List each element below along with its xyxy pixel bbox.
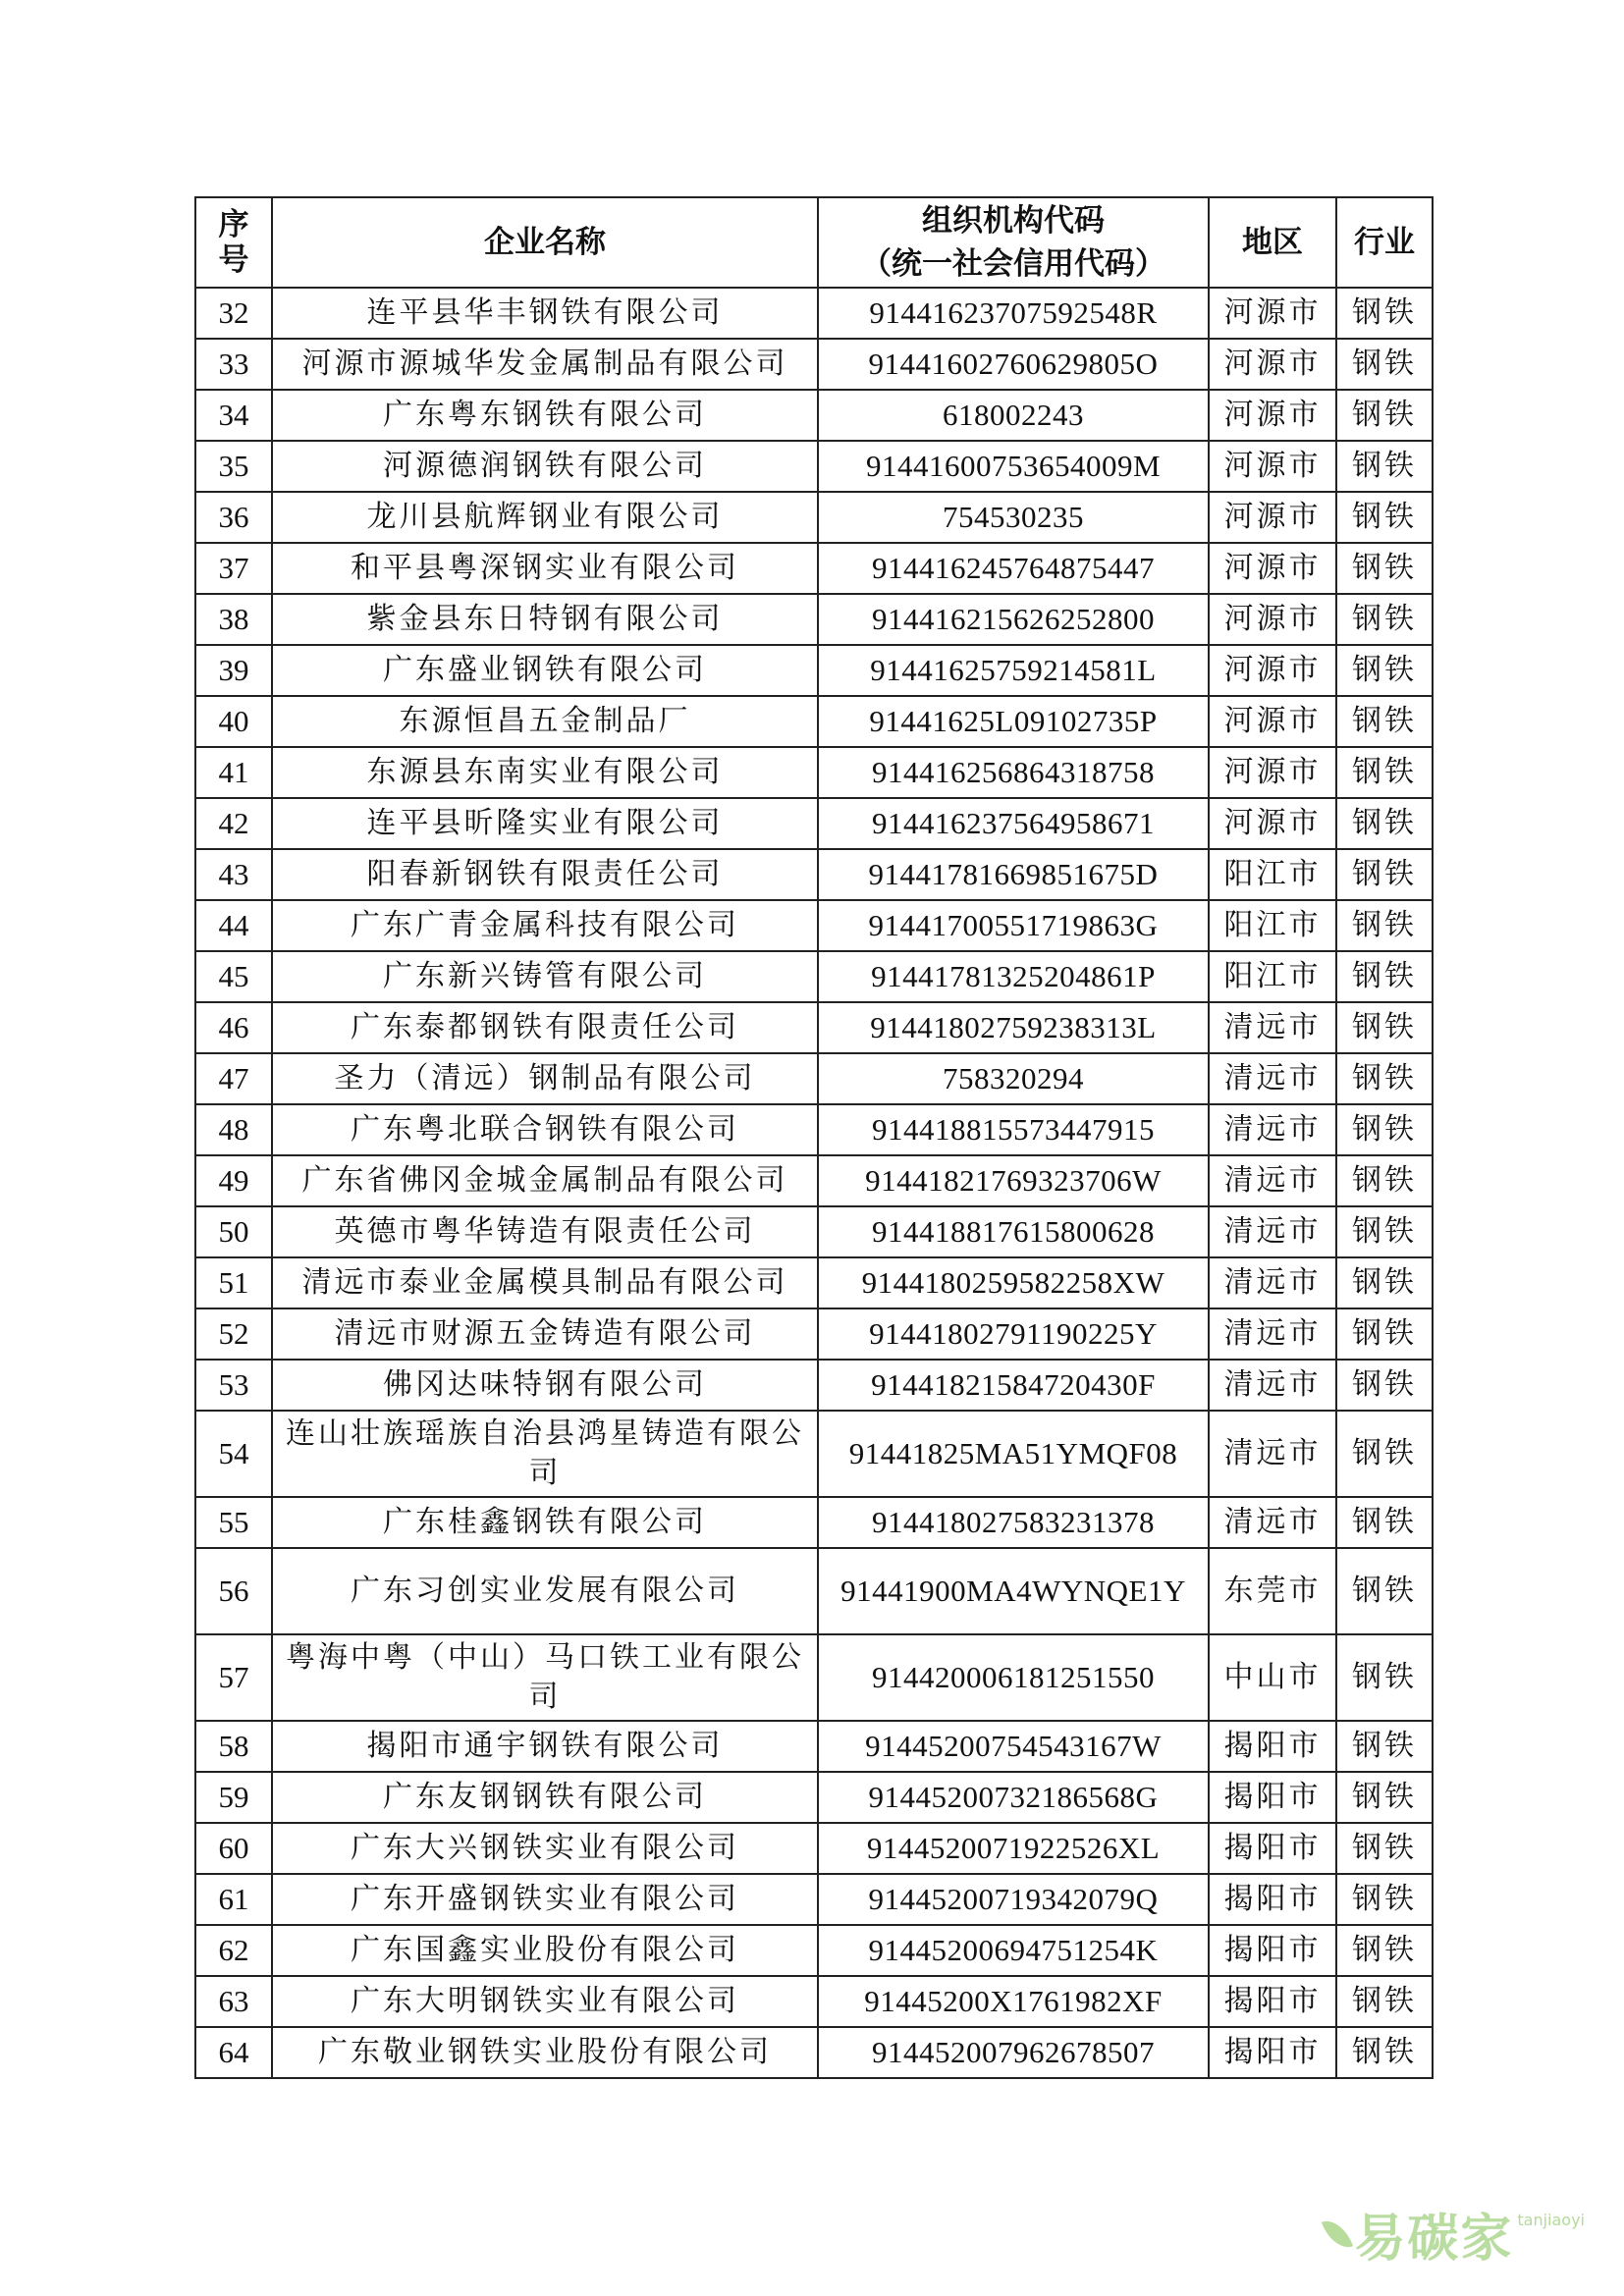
row-index: 50 bbox=[195, 1206, 272, 1257]
company-name: 河源市源城华发金属制品有限公司 bbox=[272, 339, 818, 390]
company-name: 广东开盛钢铁实业有限公司 bbox=[272, 1874, 818, 1925]
industry-cell: 钢铁 bbox=[1336, 492, 1433, 543]
industry-cell: 钢铁 bbox=[1336, 645, 1433, 696]
industry-cell: 钢铁 bbox=[1336, 1721, 1433, 1772]
header-industry: 行业 bbox=[1336, 197, 1433, 288]
row-index: 54 bbox=[195, 1411, 272, 1497]
table-row bbox=[195, 1206, 1433, 1257]
credit-code: 914418027583231378 bbox=[818, 1497, 1209, 1548]
table-row bbox=[195, 1104, 1433, 1155]
company-name: 东源县东南实业有限公司 bbox=[272, 747, 818, 798]
industry-cell: 钢铁 bbox=[1336, 1411, 1433, 1497]
enterprise-table bbox=[194, 196, 1434, 2079]
credit-code: 914416245764875447 bbox=[818, 543, 1209, 594]
company-name: 佛冈达味特钢有限公司 bbox=[272, 1360, 818, 1411]
company-name: 清远市财源五金铸造有限公司 bbox=[272, 1308, 818, 1360]
table-row bbox=[195, 1002, 1433, 1053]
row-index: 44 bbox=[195, 900, 272, 951]
row-index: 32 bbox=[195, 288, 272, 339]
credit-code: 914418817615800628 bbox=[818, 1206, 1209, 1257]
header-name: 企业名称 bbox=[272, 197, 818, 288]
table-row bbox=[195, 696, 1433, 747]
row-index: 34 bbox=[195, 390, 272, 441]
table-row bbox=[195, 645, 1433, 696]
company-name: 广东新兴铸管有限公司 bbox=[272, 951, 818, 1002]
region-cell: 河源市 bbox=[1209, 543, 1336, 594]
credit-code: 914416256864318758 bbox=[818, 747, 1209, 798]
company-name: 河源德润钢铁有限公司 bbox=[272, 441, 818, 492]
row-index: 60 bbox=[195, 1823, 272, 1874]
table-row bbox=[195, 798, 1433, 849]
row-index: 46 bbox=[195, 1002, 272, 1053]
industry-cell: 钢铁 bbox=[1336, 1548, 1433, 1634]
table-row bbox=[195, 900, 1433, 951]
company-name: 粤海中粤（中山）马口铁工业有限公司 bbox=[272, 1634, 818, 1721]
table-row bbox=[195, 492, 1433, 543]
region-cell: 河源市 bbox=[1209, 798, 1336, 849]
credit-code: 91441802791190225Y bbox=[818, 1308, 1209, 1360]
company-name: 揭阳市通宇钢铁有限公司 bbox=[272, 1721, 818, 1772]
industry-cell: 钢铁 bbox=[1336, 1053, 1433, 1104]
industry-cell: 钢铁 bbox=[1336, 1823, 1433, 1874]
credit-code: 914416215626252800 bbox=[818, 594, 1209, 645]
industry-cell: 钢铁 bbox=[1336, 798, 1433, 849]
region-cell: 阳江市 bbox=[1209, 951, 1336, 1002]
row-index: 41 bbox=[195, 747, 272, 798]
company-name: 英德市粤华铸造有限责任公司 bbox=[272, 1206, 818, 1257]
table-row bbox=[195, 1823, 1433, 1874]
industry-cell: 钢铁 bbox=[1336, 288, 1433, 339]
region-cell: 中山市 bbox=[1209, 1634, 1336, 1721]
company-name: 阳春新钢铁有限责任公司 bbox=[272, 849, 818, 900]
region-cell: 东莞市 bbox=[1209, 1548, 1336, 1634]
table-row bbox=[195, 1257, 1433, 1308]
company-name: 连平县华丰钢铁有限公司 bbox=[272, 288, 818, 339]
credit-code: 91441625759214581L bbox=[818, 645, 1209, 696]
row-index: 52 bbox=[195, 1308, 272, 1360]
company-name: 东源恒昌五金制品厂 bbox=[272, 696, 818, 747]
industry-cell: 钢铁 bbox=[1336, 1772, 1433, 1823]
table-row bbox=[195, 849, 1433, 900]
row-index: 47 bbox=[195, 1053, 272, 1104]
industry-cell: 钢铁 bbox=[1336, 1104, 1433, 1155]
watermark-domain: tanjiaoyi bbox=[1517, 2211, 1585, 2229]
industry-cell: 钢铁 bbox=[1336, 1206, 1433, 1257]
region-cell: 清远市 bbox=[1209, 1155, 1336, 1206]
company-name: 广东习创实业发展有限公司 bbox=[272, 1548, 818, 1634]
region-cell: 河源市 bbox=[1209, 645, 1336, 696]
industry-cell: 钢铁 bbox=[1336, 390, 1433, 441]
region-cell: 清远市 bbox=[1209, 1206, 1336, 1257]
table-row bbox=[195, 1925, 1433, 1976]
credit-code: 914416237564958671 bbox=[818, 798, 1209, 849]
region-cell: 清远市 bbox=[1209, 1257, 1336, 1308]
credit-code: 91441602760629805O bbox=[818, 339, 1209, 390]
region-cell: 清远市 bbox=[1209, 1104, 1336, 1155]
region-cell: 河源市 bbox=[1209, 390, 1336, 441]
industry-cell: 钢铁 bbox=[1336, 696, 1433, 747]
row-index: 56 bbox=[195, 1548, 272, 1634]
company-name: 连山壮族瑶族自治县鸿星铸造有限公司 bbox=[272, 1411, 818, 1497]
region-cell: 揭阳市 bbox=[1209, 1772, 1336, 1823]
row-index: 43 bbox=[195, 849, 272, 900]
region-cell: 清远市 bbox=[1209, 1411, 1336, 1497]
credit-code: 91445200694751254K bbox=[818, 1925, 1209, 1976]
row-index: 58 bbox=[195, 1721, 272, 1772]
region-cell: 揭阳市 bbox=[1209, 1823, 1336, 1874]
industry-cell: 钢铁 bbox=[1336, 1360, 1433, 1411]
company-name: 圣力（清远）钢制品有限公司 bbox=[272, 1053, 818, 1104]
header-region: 地区 bbox=[1209, 197, 1336, 288]
region-cell: 清远市 bbox=[1209, 1360, 1336, 1411]
region-cell: 揭阳市 bbox=[1209, 1925, 1336, 1976]
company-name: 广东敬业钢铁实业股份有限公司 bbox=[272, 2027, 818, 2078]
credit-code: 91441781325204861P bbox=[818, 951, 1209, 1002]
company-name: 广东广青金属科技有限公司 bbox=[272, 900, 818, 951]
row-index: 42 bbox=[195, 798, 272, 849]
table-row bbox=[195, 1634, 1433, 1721]
table-row bbox=[195, 1411, 1433, 1497]
table-row bbox=[195, 1308, 1433, 1360]
industry-cell: 钢铁 bbox=[1336, 339, 1433, 390]
credit-code: 91441781669851675D bbox=[818, 849, 1209, 900]
credit-code: 754530235 bbox=[818, 492, 1209, 543]
credit-code: 914418815573447915 bbox=[818, 1104, 1209, 1155]
company-name: 广东粤北联合钢铁有限公司 bbox=[272, 1104, 818, 1155]
industry-cell: 钢铁 bbox=[1336, 594, 1433, 645]
region-cell: 阳江市 bbox=[1209, 849, 1336, 900]
region-cell: 河源市 bbox=[1209, 492, 1336, 543]
company-name: 连平县昕隆实业有限公司 bbox=[272, 798, 818, 849]
row-index: 61 bbox=[195, 1874, 272, 1925]
row-index: 48 bbox=[195, 1104, 272, 1155]
region-cell: 清远市 bbox=[1209, 1308, 1336, 1360]
table-row bbox=[195, 1976, 1433, 2027]
table-row bbox=[195, 339, 1433, 390]
company-name: 广东省佛冈金城金属制品有限公司 bbox=[272, 1155, 818, 1206]
table-row bbox=[195, 951, 1433, 1002]
table-row bbox=[195, 1497, 1433, 1548]
table-row bbox=[195, 441, 1433, 492]
region-cell: 河源市 bbox=[1209, 339, 1336, 390]
table-row bbox=[195, 390, 1433, 441]
region-cell: 河源市 bbox=[1209, 747, 1336, 798]
header-code: 组织机构代码 （统一社会信用代码） bbox=[818, 197, 1209, 288]
table-row bbox=[195, 1155, 1433, 1206]
row-index: 45 bbox=[195, 951, 272, 1002]
region-cell: 阳江市 bbox=[1209, 900, 1336, 951]
credit-code: 9144180259582258XW bbox=[818, 1257, 1209, 1308]
credit-code: 91441802759238313L bbox=[818, 1002, 1209, 1053]
company-name: 广东粤东钢铁有限公司 bbox=[272, 390, 818, 441]
table-row bbox=[195, 2027, 1433, 2078]
industry-cell: 钢铁 bbox=[1336, 1155, 1433, 1206]
row-index: 59 bbox=[195, 1772, 272, 1823]
table-row bbox=[195, 288, 1433, 339]
credit-code: 91441825MA51YMQF08 bbox=[818, 1411, 1209, 1497]
credit-code: 91445200719342079Q bbox=[818, 1874, 1209, 1925]
industry-cell: 钢铁 bbox=[1336, 1002, 1433, 1053]
table-row bbox=[195, 1721, 1433, 1772]
credit-code: 91441900MA4WYNQE1Y bbox=[818, 1548, 1209, 1634]
row-index: 37 bbox=[195, 543, 272, 594]
industry-cell: 钢铁 bbox=[1336, 1874, 1433, 1925]
credit-code: 91445200732186568G bbox=[818, 1772, 1209, 1823]
region-cell: 河源市 bbox=[1209, 288, 1336, 339]
header-index: 序 号 bbox=[195, 197, 272, 288]
company-name: 广东桂鑫钢铁有限公司 bbox=[272, 1497, 818, 1548]
row-index: 51 bbox=[195, 1257, 272, 1308]
table-row bbox=[195, 1874, 1433, 1925]
row-index: 40 bbox=[195, 696, 272, 747]
credit-code: 618002243 bbox=[818, 390, 1209, 441]
row-index: 35 bbox=[195, 441, 272, 492]
row-index: 36 bbox=[195, 492, 272, 543]
company-name: 广东国鑫实业股份有限公司 bbox=[272, 1925, 818, 1976]
credit-code: 91441623707592548R bbox=[818, 288, 1209, 339]
row-index: 38 bbox=[195, 594, 272, 645]
row-index: 49 bbox=[195, 1155, 272, 1206]
row-index: 63 bbox=[195, 1976, 272, 2027]
credit-code: 91445200X1761982XF bbox=[818, 1976, 1209, 2027]
industry-cell: 钢铁 bbox=[1336, 1497, 1433, 1548]
company-name: 广东大兴钢铁实业有限公司 bbox=[272, 1823, 818, 1874]
row-index: 62 bbox=[195, 1925, 272, 1976]
region-cell: 河源市 bbox=[1209, 594, 1336, 645]
credit-code: 758320294 bbox=[818, 1053, 1209, 1104]
credit-code: 91441821584720430F bbox=[818, 1360, 1209, 1411]
company-name: 紫金县东日特钢有限公司 bbox=[272, 594, 818, 645]
header-row bbox=[195, 197, 1433, 288]
credit-code: 91441821769323706W bbox=[818, 1155, 1209, 1206]
industry-cell: 钢铁 bbox=[1336, 849, 1433, 900]
company-name: 广东友钢钢铁有限公司 bbox=[272, 1772, 818, 1823]
credit-code: 91441600753654009M bbox=[818, 441, 1209, 492]
industry-cell: 钢铁 bbox=[1336, 1634, 1433, 1721]
company-name: 广东大明钢铁实业有限公司 bbox=[272, 1976, 818, 2027]
watermark bbox=[1326, 2197, 1585, 2270]
region-cell: 揭阳市 bbox=[1209, 1976, 1336, 2027]
industry-cell: 钢铁 bbox=[1336, 543, 1433, 594]
industry-cell: 钢铁 bbox=[1336, 900, 1433, 951]
leaf-icon bbox=[1322, 2215, 1353, 2253]
credit-code: 9144520071922526XL bbox=[818, 1823, 1209, 1874]
table-row bbox=[195, 747, 1433, 798]
region-cell: 揭阳市 bbox=[1209, 1721, 1336, 1772]
table-row bbox=[195, 594, 1433, 645]
row-index: 55 bbox=[195, 1497, 272, 1548]
company-name: 广东泰都钢铁有限责任公司 bbox=[272, 1002, 818, 1053]
row-index: 53 bbox=[195, 1360, 272, 1411]
region-cell: 河源市 bbox=[1209, 696, 1336, 747]
credit-code: 914452007962678507 bbox=[818, 2027, 1209, 2078]
company-name: 清远市泰业金属模具制品有限公司 bbox=[272, 1257, 818, 1308]
table-row bbox=[195, 543, 1433, 594]
industry-cell: 钢铁 bbox=[1336, 1308, 1433, 1360]
watermark-text: 易碳家 bbox=[1354, 2210, 1514, 2269]
region-cell: 清远市 bbox=[1209, 1497, 1336, 1548]
industry-cell: 钢铁 bbox=[1336, 747, 1433, 798]
region-cell: 清远市 bbox=[1209, 1053, 1336, 1104]
table-row bbox=[195, 1360, 1433, 1411]
credit-code: 914420006181251550 bbox=[818, 1634, 1209, 1721]
row-index: 64 bbox=[195, 2027, 272, 2078]
region-cell: 揭阳市 bbox=[1209, 1874, 1336, 1925]
industry-cell: 钢铁 bbox=[1336, 951, 1433, 1002]
row-index: 33 bbox=[195, 339, 272, 390]
region-cell: 揭阳市 bbox=[1209, 2027, 1336, 2078]
table-row bbox=[195, 1548, 1433, 1634]
industry-cell: 钢铁 bbox=[1336, 1976, 1433, 2027]
industry-cell: 钢铁 bbox=[1336, 441, 1433, 492]
company-name: 龙川县航辉钢业有限公司 bbox=[272, 492, 818, 543]
industry-cell: 钢铁 bbox=[1336, 1925, 1433, 1976]
credit-code: 91441625L09102735P bbox=[818, 696, 1209, 747]
credit-code: 91441700551719863G bbox=[818, 900, 1209, 951]
table-row bbox=[195, 1053, 1433, 1104]
row-index: 39 bbox=[195, 645, 272, 696]
row-index: 57 bbox=[195, 1634, 272, 1721]
company-name: 和平县粤深钢实业有限公司 bbox=[272, 543, 818, 594]
credit-code: 91445200754543167W bbox=[818, 1721, 1209, 1772]
table-row bbox=[195, 1772, 1433, 1823]
industry-cell: 钢铁 bbox=[1336, 1257, 1433, 1308]
region-cell: 河源市 bbox=[1209, 441, 1336, 492]
company-name: 广东盛业钢铁有限公司 bbox=[272, 645, 818, 696]
industry-cell: 钢铁 bbox=[1336, 2027, 1433, 2078]
region-cell: 清远市 bbox=[1209, 1002, 1336, 1053]
